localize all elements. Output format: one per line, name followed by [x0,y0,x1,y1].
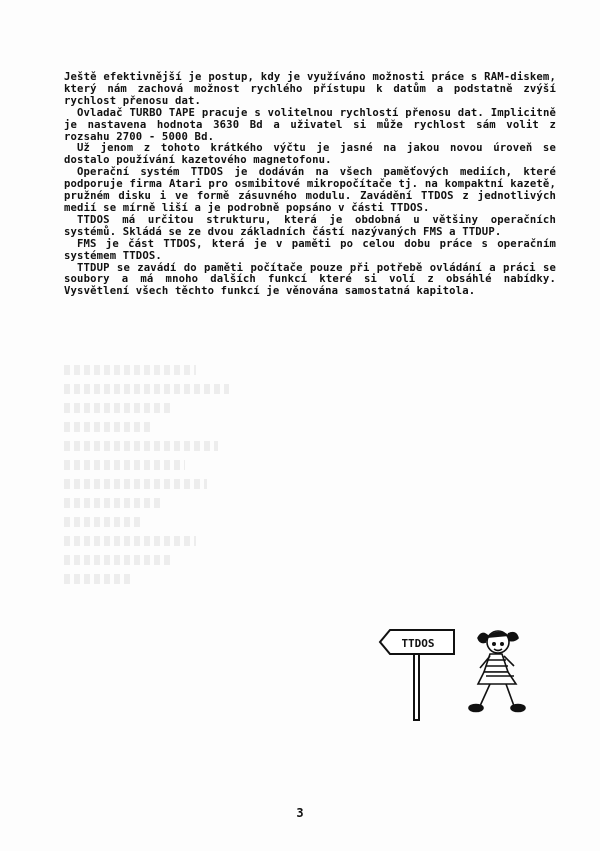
paragraph-5: TTDOS má určitou strukturu, která je obdobná u většiny operačních systémů. Skládá se ze dvou základních částí nazývaných FMS a TTDUP. [64,213,556,238]
page-number: 3 [296,806,304,820]
paragraph-1: Ještě efektivnější je postup, kdy je využíváno možnosti práce s RAM-diskem, který nám zachová možnost rychlého přístupu k datům a podstatně zvýší rychlost přenosu dat. [64,71,556,107]
show-through-text [64,365,284,665]
signpost [380,630,454,720]
paragraph-3: Už jenom z tohoto krátkého výčtu je jasné na jakou novou úroveň se dostalo používání kazetového magnetofonu. [64,142,556,167]
paragraph-2: Ovladač TURBO TAPE pracuje s volitelnou rychlostí přenosu dat. Implicitně je nastavena hodnota 3630 Bd a uživatel si může rychlost sám volit z rozsahu 2700 - 5000 Bd. [64,106,556,143]
walking-girl-icon [469,631,525,712]
paragraph-4: Operační systém TTDOS je dodáván na všech paměťových mediích, které podporuje firma Atari pro osmibitové mikropočítače tj. na kompaktní kazetě, pružném disku i ve formě zásuvného modulu. Zavádění TTDOS z jednotlivých medií se mírně liší a je podrobně popsáno v části TTDOS. [64,166,556,214]
signpost-illustration [370,622,530,722]
sign-label: TTDOS [401,637,435,650]
paragraph-7: TTDUP se zavádí do paměti počítače pouze při potřebě ovládání a práci se soubory a má mnoho dalších funkcí které si volí z obsáhlé nabídky. Vysvětlení všech těchto funkcí je věnována samostatná kapitola. [64,261,556,298]
body-text [64,72,556,298]
paragraph-6: FMS je část TTDOS, která je v paměti po celou dobu práce s operačním systémem TTDOS. [64,237,556,262]
